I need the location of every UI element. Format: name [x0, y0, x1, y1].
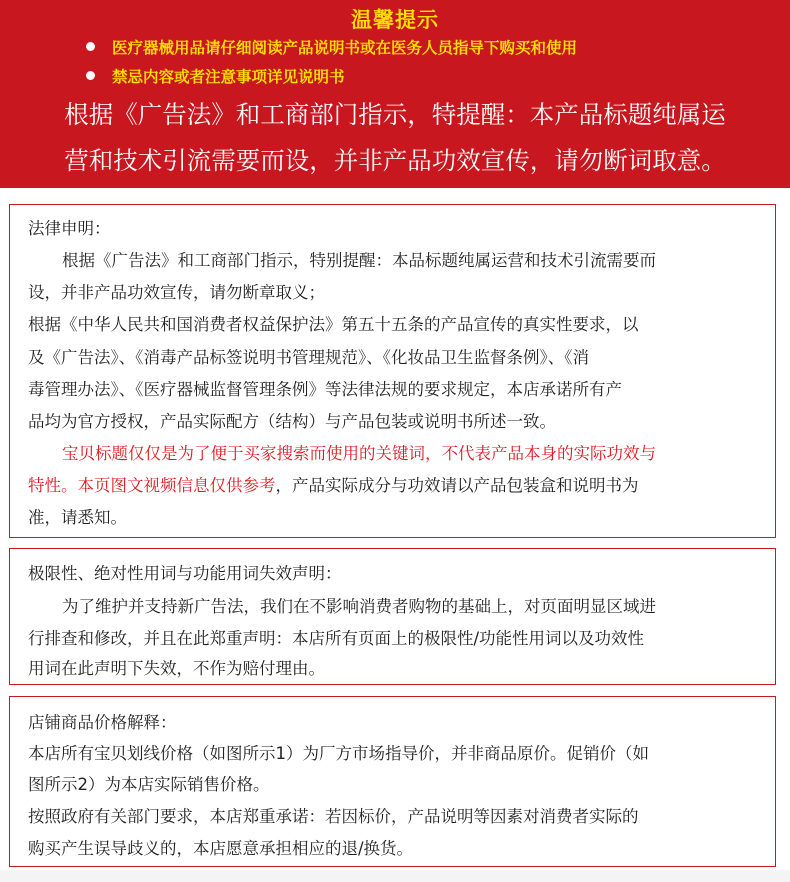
absolute-terms-heading: 极限性、绝对性用词与功能用词失效声明：: [28, 564, 342, 583]
pricing-line: 购买产生误导歧义的，本店愿意承担相应的退/换货。: [28, 839, 414, 858]
absolute-terms-line: 用词在此声明下失效，不作为赔付理由。: [28, 659, 325, 678]
legal-mixed-line: [28, 472, 639, 496]
pricing-line: 本店所有宝贝划线价格（如图所示1）为厂方市场指导价，并非商品原价。促销价（如: [28, 744, 649, 763]
legal-highlight-line: 宝贝标题仅仅是为了便于买家搜索而使用的关键词，不代表产品本身的实际功效与: [62, 444, 656, 463]
notice-item: [86, 36, 577, 58]
absolute-terms-line: 行排查和修改，并且在此郑重声明：本店所有页面上的极限性/功能性用词以及功效性: [28, 629, 645, 648]
warning-banner: [0, 0, 790, 188]
absolute-terms-box: [9, 548, 776, 685]
bottom-strip: [0, 870, 790, 882]
pricing-line: 图所示2）为本店实际销售价格。: [28, 775, 270, 794]
pricing-box: [9, 696, 776, 867]
pricing-heading: 店铺商品价格解释：: [28, 713, 177, 732]
legal-highlight-text: 特性。本页图文视频信息仅供参考: [28, 476, 276, 495]
absolute-terms-line: 为了维护并支持新广告法，我们在不影响消费者购物的基础上，对页面明显区域进: [62, 597, 656, 616]
notice-text: 禁忌内容或者注意事项详见说明书: [112, 68, 345, 86]
legal-line: 根据《广告法》和工商部门指示，特别提醒：本品标题纯属运营和技术引流需要而: [62, 251, 656, 270]
legal-line: 毒管理办法》、《医疗器械监督管理条例》等法律法规的要求规定，本店承诺所有产: [28, 380, 622, 399]
legal-line: 品均为官方授权，产品实际配方（结构）与产品包装或说明书所述一致。: [28, 412, 556, 431]
legal-line: 准，请悉知。: [28, 508, 127, 527]
banner-statement-line: 营和技术引流需要而设，并非产品功效宣传，请勿断词取意。: [64, 146, 726, 175]
banner-title: 温馨提示: [351, 8, 439, 32]
notice-item: [86, 65, 345, 87]
banner-statement: [0, 92, 790, 184]
legal-heading: 法律申明：: [28, 219, 111, 238]
legal-statement-box: [9, 204, 776, 538]
bullet-icon: [86, 42, 95, 51]
legal-line: 根据《中华人民共和国消费者权益保护法》第五十五条的产品宣传的真实性要求，以: [28, 315, 639, 334]
legal-line: 及《广告法》、《消毒产品标签说明书管理规范》、《化妆品卫生监督条例》、《消: [28, 348, 589, 367]
legal-normal-text: ，产品实际成分与功效请以产品包装盒和说明书为: [275, 476, 639, 495]
notice-text: 医疗器械用品请仔细阅读产品说明书或在医务人员指导下购买和使用: [112, 39, 578, 57]
bullet-icon: [86, 71, 95, 80]
legal-line: 设，并非产品功效宣传，请勿断章取义；: [28, 283, 325, 302]
banner-statement-line: 根据《广告法》和工商部门指示，特提醒：本产品标题纯属运: [64, 100, 726, 129]
pricing-line: 按照政府有关部门要求，本店郑重承诺：若因标价，产品说明等因素对消费者实际的: [28, 807, 639, 826]
